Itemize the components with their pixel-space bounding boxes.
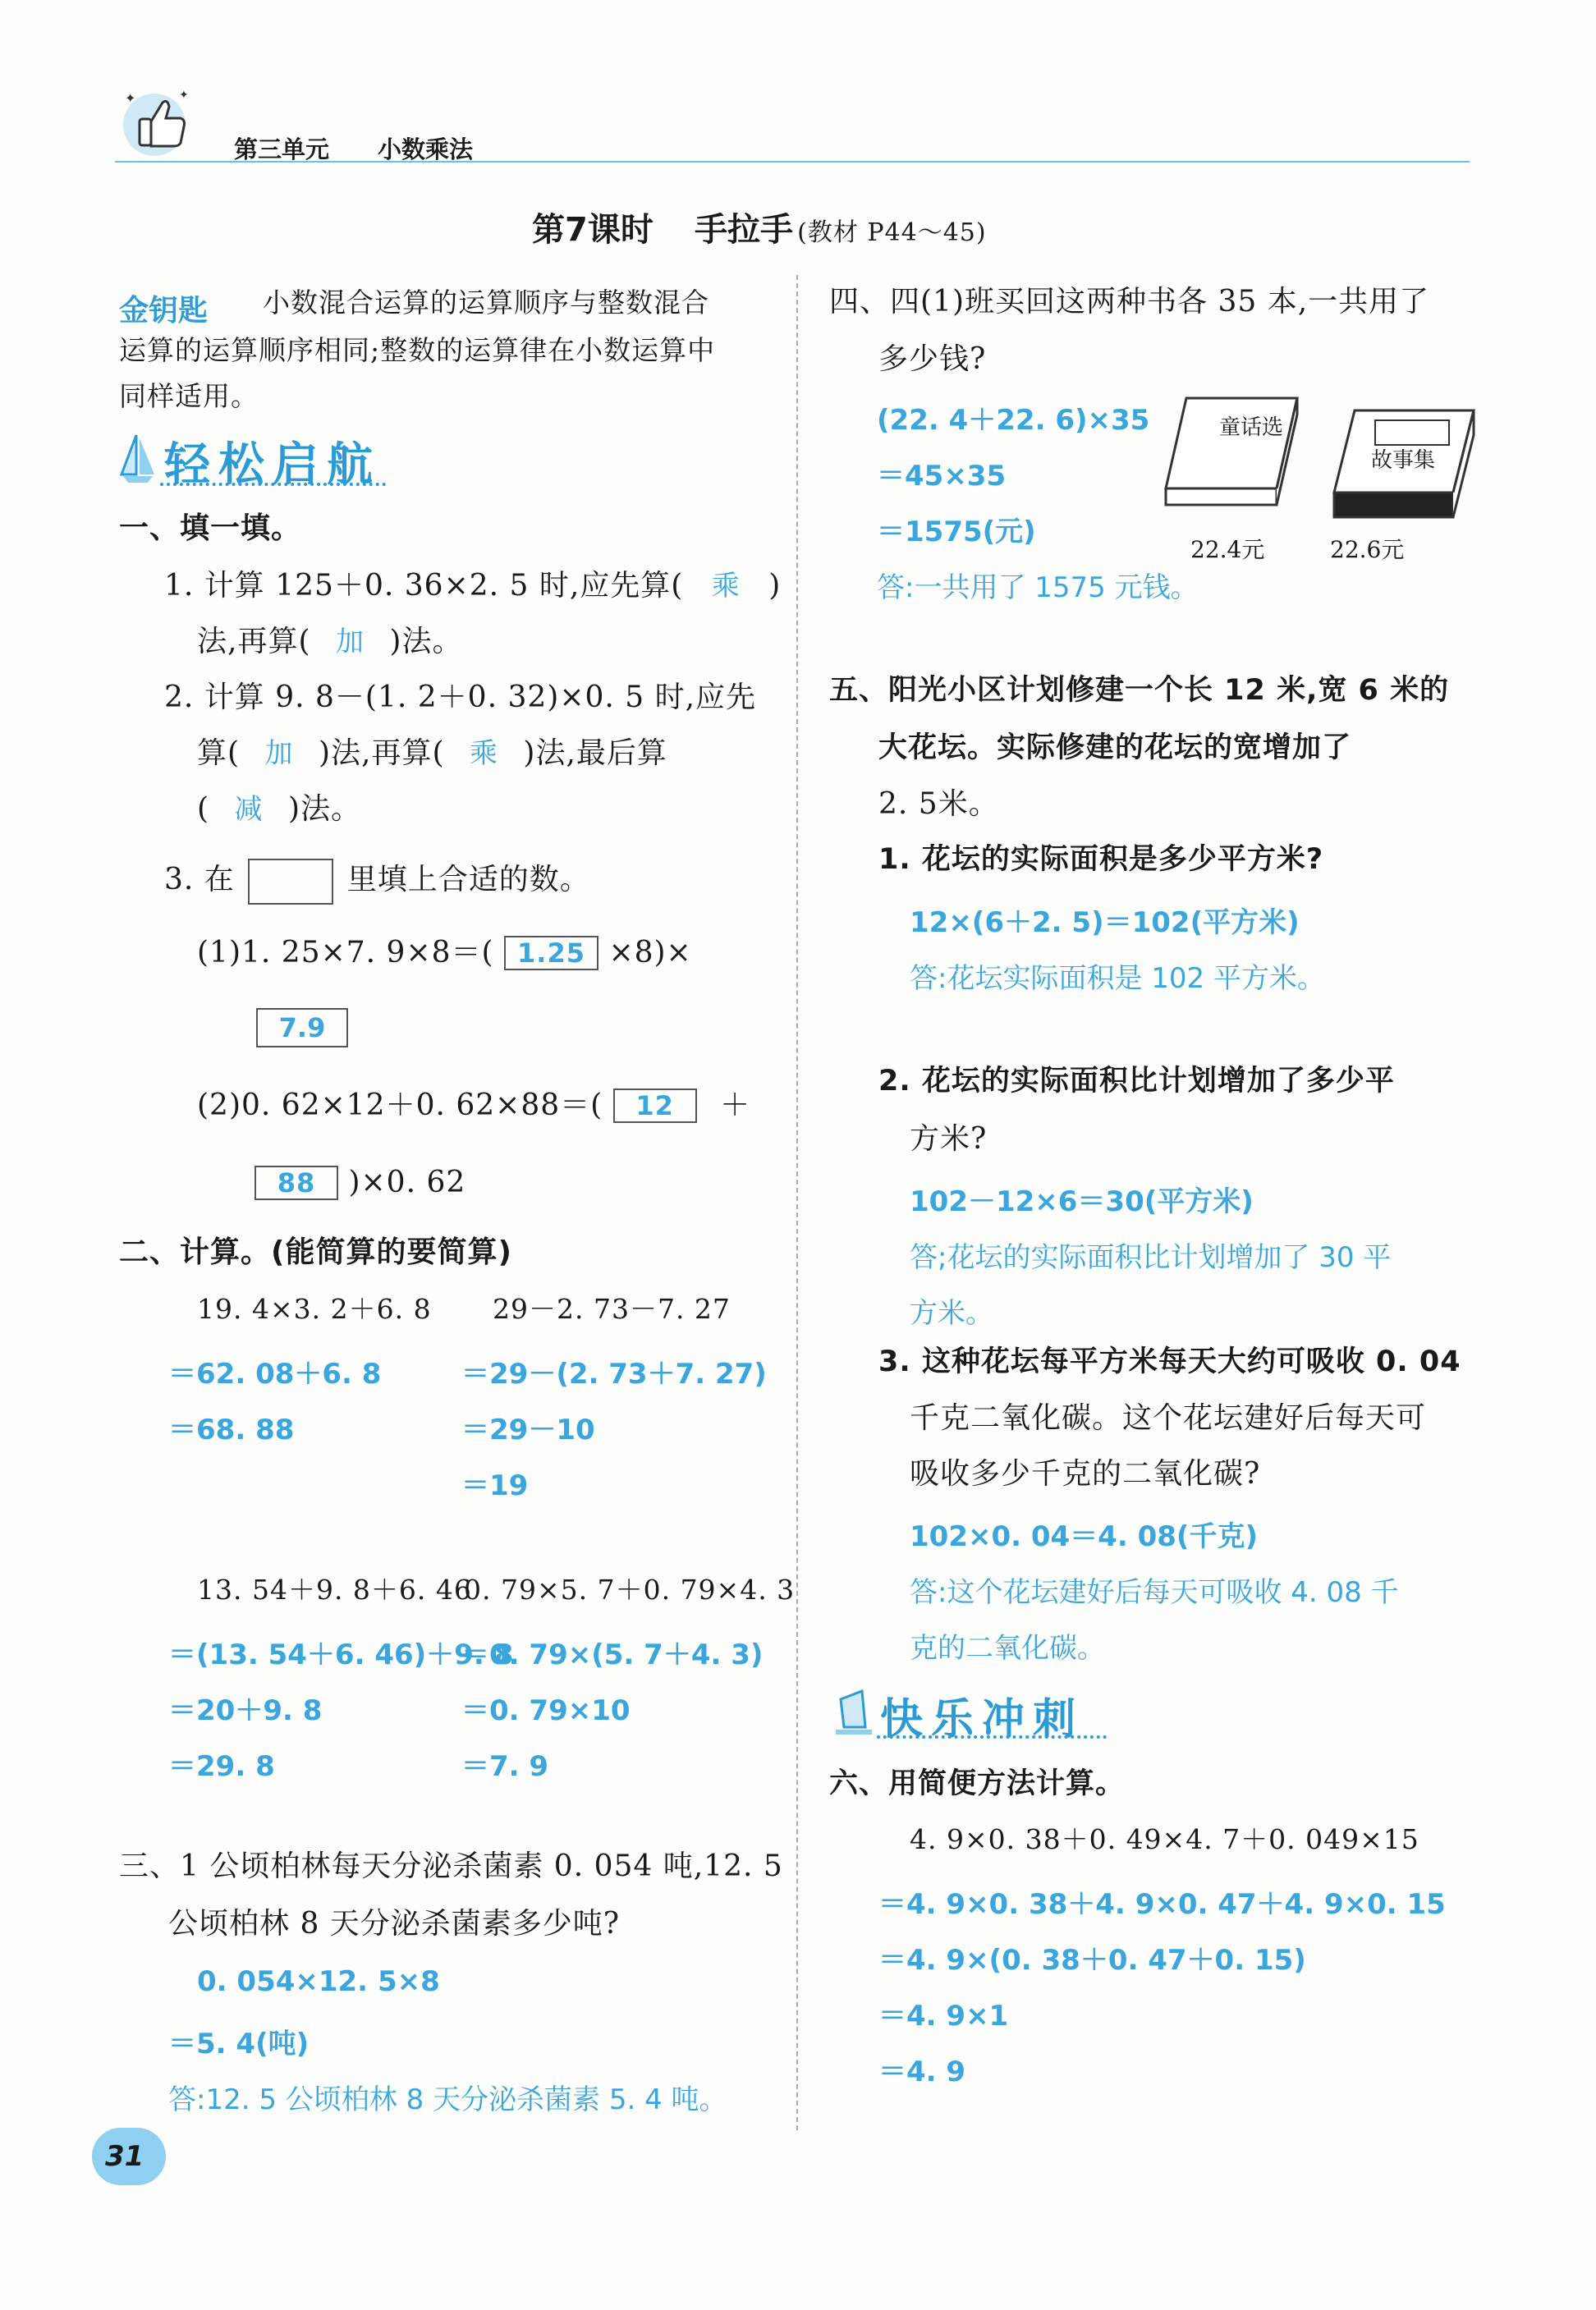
q1-p1-ans2: 加 <box>335 626 365 658</box>
q5-p2-a2: 答;花坛的实际面积比计划增加了 30 平 <box>910 1241 1392 1274</box>
q5-line3: 2. 5米。 <box>878 787 999 821</box>
q2-c3-2: ＝20＋9. 8 <box>168 1694 323 1727</box>
answer-box-4: 88 <box>255 1166 338 1200</box>
q5-p2-q1: 2. 花坛的实际面积比计划增加了多少平 <box>878 1065 1395 1098</box>
key-line-3: 同样适用。 <box>119 380 259 412</box>
answer-box-3: 12 <box>613 1089 697 1123</box>
q1-p1-line2 <box>197 627 462 657</box>
q1-p1-b: ) <box>768 569 782 603</box>
q5-p2-a3: 方米。 <box>910 1297 993 1330</box>
q1-p2-line1: 2. 计算 9. 8－(1. 2＋0. 32)×0. 5 时,应先 <box>164 681 757 714</box>
empty-box <box>248 859 333 905</box>
q1-p3-eq2-line2 <box>255 1166 466 1200</box>
section-underline-1 <box>160 483 386 486</box>
lesson-name: 手拉手 <box>695 211 794 249</box>
q3-a1: 0. 054×12. 5×8 <box>197 1965 440 1998</box>
q5-p1-a1: 12×(6＋2. 5)＝102(平方米) <box>910 906 1300 939</box>
q1-p2-line3 <box>197 792 361 826</box>
column-divider <box>796 275 798 2130</box>
q5-p3-a3: 克的二氧化碳。 <box>910 1632 1105 1665</box>
q2-c3-3: ＝29. 8 <box>168 1750 275 1783</box>
q3-a3: 答:12. 5 公顷柏林 8 天分泌杀菌素 5. 4 吨。 <box>168 2083 727 2116</box>
q2-c2-0: 29－2. 73－7. 27 <box>493 1293 731 1325</box>
q5-line2: 大花坛。实际修建的花坛的宽增加了 <box>878 731 1352 764</box>
q1-p2-ans1: 加 <box>264 737 294 770</box>
page-number: 31 <box>105 2140 144 2173</box>
q6-line-3: ＝4. 9×1 <box>878 2000 1009 2033</box>
key-line-1: 小数混合运算的运算顺序与整数混合 <box>263 286 709 319</box>
q3-line1: 三、1 公顷柏林每天分泌杀菌素 0. 054 吨,12. 5 <box>119 1849 783 1883</box>
q4-line1: 四、四(1)班买回这两种书各 35 本,一共用了 <box>829 285 1430 319</box>
q1-p3-e2b: ＋ <box>720 1089 751 1122</box>
q2-c2-3: ＝19 <box>461 1469 529 1502</box>
q1-p2-ans3: 减 <box>234 793 264 826</box>
answer-box-1: 1.25 <box>504 936 598 970</box>
q2-c4-0: 0. 79×5. 7＋0. 79×4. 3 <box>464 1574 796 1606</box>
q5-p3-a2: 答:这个花坛建好后每天可吸收 4. 08 千 <box>910 1576 1399 1609</box>
q2-c2-2: ＝29－10 <box>461 1414 595 1446</box>
thumbs-up-icon <box>115 82 197 160</box>
section-underline-2 <box>877 1735 1107 1739</box>
key-line-2: 运算的运算顺序相同;整数的运算律在小数运算中 <box>119 334 716 366</box>
sail-icon <box>115 427 161 484</box>
q5-p3-q1: 3. 这种花坛每平方米每天大约可吸收 0. 04 <box>878 1345 1461 1378</box>
q6-line-1: ＝4. 9×0. 38＋4. 9×0. 47＋4. 9×0. 15 <box>878 1888 1446 1921</box>
q2-c3-0: 13. 54＋9. 8＋6. 46 <box>197 1574 472 1606</box>
q4-a1: (22. 4＋22. 6)×35 <box>877 404 1150 437</box>
q3-a2: ＝5. 4(吨) <box>168 2028 310 2060</box>
q1-p2-ans2: 乘 <box>469 737 498 770</box>
q2-c3-1: ＝(13. 54＋6. 46)＋9. 8 <box>168 1639 514 1671</box>
q1-p2-d: )法,最后算 <box>523 736 667 770</box>
q1-p1-d: )法。 <box>389 625 463 658</box>
q1-p3-a: 3. 在 <box>164 863 235 896</box>
q1-p3-e2a: (2)0. 62×12＋0. 62×88＝( <box>197 1089 603 1122</box>
q1-p3-e2c: )×0. 62 <box>348 1166 466 1199</box>
q4-a3: ＝1575(元) <box>877 516 1036 548</box>
svg-text:✦: ✦ <box>179 89 189 102</box>
q5-p3-a1: 102×0. 04＝4. 08(千克) <box>910 1520 1258 1553</box>
q1-p1-a: 1. 计算 125＋0. 36×2. 5 时,应先算( <box>164 569 684 603</box>
q1-p3-eq1 <box>197 936 692 970</box>
svg-text:✦: ✦ <box>125 90 136 106</box>
q4-a4: 答:一共用了 1575 元钱。 <box>877 571 1199 604</box>
q5-line1: 五、阳光小区计划修建一个长 12 米,宽 6 米的 <box>829 674 1450 707</box>
answer-box-2: 7.9 <box>256 1008 348 1047</box>
answer-box-2-wrap <box>256 1008 348 1047</box>
lesson-ref: (教材 P44～45) <box>797 218 987 247</box>
q2-c4-1: ＝0. 79×(5. 7＋4. 3) <box>461 1639 764 1671</box>
q1-p1-line1 <box>164 571 781 601</box>
book2-title: 故事集 <box>1371 448 1436 473</box>
q2-c4-2: ＝0. 79×10 <box>461 1694 631 1727</box>
key-label: 金钥匙 <box>119 294 209 328</box>
runner-icon <box>829 1683 878 1737</box>
book2-price: 22.6元 <box>1330 536 1405 563</box>
q1-p2-e: ( <box>197 792 210 826</box>
q1-p3-eq2 <box>197 1089 750 1123</box>
book1-title: 童话选 <box>1219 415 1284 440</box>
q6-line-4: ＝4. 9 <box>878 2056 966 2088</box>
q6-line-0: 4. 9×0. 38＋0. 49×4. 7＋0. 049×15 <box>910 1823 1419 1855</box>
q1-p1-c: 法,再算( <box>197 625 311 658</box>
q1-p3-e1a: (1)1. 25×7. 9×8＝( <box>197 936 494 969</box>
lesson-title <box>532 204 987 250</box>
q2-c2-1: ＝29－(2. 73＋7. 27) <box>461 1358 767 1391</box>
q1-p3-e1b: ×8)× <box>608 936 692 969</box>
q1-p3-b: 里填上合适的数。 <box>346 863 590 896</box>
q4-line2: 多少钱? <box>878 342 987 376</box>
section-title-1: 轻松启航 <box>164 438 381 492</box>
q1-p2-f: )法。 <box>287 792 361 826</box>
header-rule <box>115 161 1470 163</box>
q5-p3-q3: 吸收多少千克的二氧化碳? <box>910 1457 1261 1491</box>
q1-p3-line1 <box>164 859 590 905</box>
q5-p2-a1: 102－12×6＝30(平方米) <box>910 1185 1254 1218</box>
q5-p2-q2: 方米? <box>910 1122 988 1156</box>
q6-title: 六、用简便方法计算。 <box>829 1767 1126 1800</box>
q1-title: 一、填一填。 <box>119 511 302 545</box>
q1-p2-line2 <box>197 736 667 770</box>
q1-p2-b: 算( <box>197 736 241 770</box>
q1-p2-c: )法,再算( <box>318 736 445 770</box>
q5-p1-a2: 答:花坛实际面积是 102 平方米。 <box>910 962 1325 995</box>
q2-c1-2: ＝68. 88 <box>168 1414 295 1446</box>
q2-title: 二、计算。(能简算的要简算) <box>119 1235 512 1269</box>
q1-p1-ans1: 乘 <box>711 570 741 603</box>
q2-c1-1: ＝62. 08＋6. 8 <box>168 1358 382 1391</box>
q5-p1-q: 1. 花坛的实际面积是多少平方米? <box>878 843 1324 876</box>
topic-label: 小数乘法 <box>378 135 474 163</box>
q5-p3-q2: 千克二氧化碳。这个花坛建好后每天可 <box>910 1401 1427 1435</box>
q2-c1-0: 19. 4×3. 2＋6. 8 <box>197 1293 432 1325</box>
q2-c4-3: ＝7. 9 <box>461 1750 549 1783</box>
book-illustration-1 <box>1153 390 1305 513</box>
unit-label: 第三单元 <box>234 135 330 163</box>
q4-a2: ＝45×35 <box>877 460 1007 493</box>
book1-price: 22.4元 <box>1190 536 1265 563</box>
lesson-label: 第7课时 <box>532 211 654 249</box>
section-title-2: 快乐冲刺 <box>880 1695 1085 1744</box>
q3-line2: 公顷柏林 8 天分泌杀菌素多少吨? <box>168 1907 621 1941</box>
q6-line-2: ＝4. 9×(0. 38＋0. 47＋0. 15) <box>878 1944 1306 1977</box>
